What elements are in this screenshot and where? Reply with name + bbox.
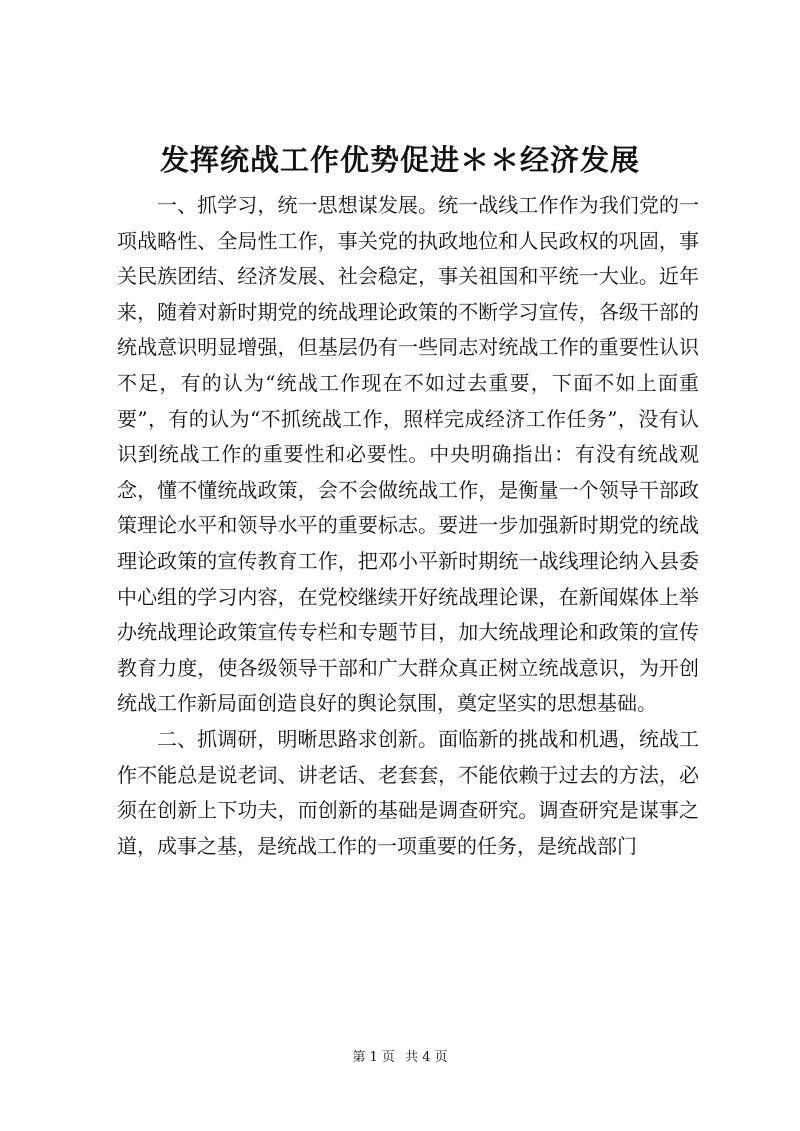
paragraph-1: 一、抓学习，统一思想谋发展。统一战线工作作为我们党的一项战略性、全局性工作，事关党的执政地位和人民政权的巩固，事关民族团结、经济发展、社会稳定，事关祖国和平统一大业。近年来，随着对新时期党的统战理论政策的不断学习宣传，各级干部的统战意识明显增强，但基层仍有一些同志对统战工作的重要性认识不足，有的认为“统战工作现在不如过去重要，下面不如上面重要”，有的认为“不抓统战工作，照样完成经济工作任务”，没有认识到统战工作的重要性和必要性。中央明确指出：有没有统战观念，懂不懂统战政策，会不会做统战工作，是衡量一个领导干部政策理论水平和领导水平的重要标志。要进一步加强新时期党的统战理论政策的宣传教育工作，把邓小平新时期统一战线理论纳入县委中心组的学习内容，在党校继续开好统战理论课，在新闻媒体上举办统战理论政策宣传专栏和专题节目，加大统战理论和政策的宣传教育力度，使各级领导干部和广大群众真正树立统战意识，为开创统战工作新局面创造良好的舆论氛围，奠定坚实的思想基础。 bbox=[117, 193, 699, 716]
page-total: 共 4 页 bbox=[405, 1050, 448, 1065]
page-number: 第 1 页 bbox=[352, 1050, 395, 1065]
paragraph-2: 二、抓调研，明晰思路求创新。面临新的挑战和机遇，统战工作不能总是说老词、讲老话、老套套，不能依赖于过去的方法，必须在创新上下功夫，而创新的基础是调查研究。调查研究是谋事之道，成事之基，是统战工作的一项重要的任务，是统战部门 bbox=[117, 726, 699, 858]
page-footer bbox=[0, 1048, 800, 1068]
document-body bbox=[117, 188, 699, 864]
document-title: 发挥统战工作优势促进＊＊经济发展 bbox=[159, 143, 640, 177]
